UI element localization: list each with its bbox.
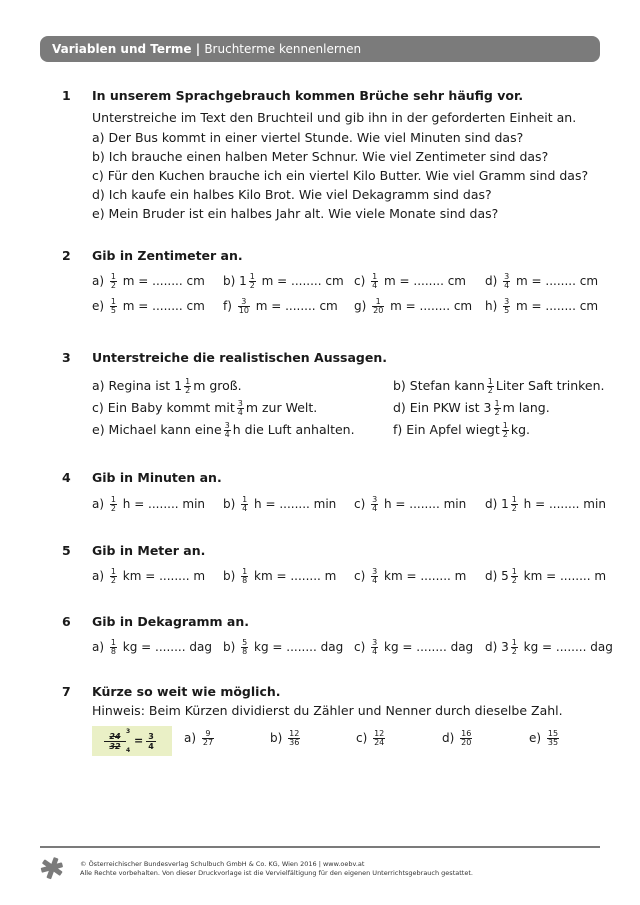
fraction-denominator: 2 bbox=[110, 504, 116, 513]
item-letter: a) bbox=[184, 731, 200, 745]
page-header bbox=[40, 36, 600, 62]
fraction-numerator: 1 bbox=[494, 399, 500, 408]
conversion-blank: km = ........ m bbox=[519, 569, 607, 583]
statement-prefix: d) Ein PKW ist 3 bbox=[393, 400, 492, 415]
example-box bbox=[92, 726, 172, 756]
fraction-numerator: 1 bbox=[110, 638, 116, 647]
fraction bbox=[494, 400, 501, 417]
statement-item bbox=[92, 378, 242, 395]
conversion-item bbox=[92, 273, 205, 290]
conversion-blank: h = ........ min bbox=[380, 497, 467, 511]
fraction-numerator: 15 bbox=[547, 729, 559, 738]
item-letter: c) bbox=[354, 569, 370, 583]
footer-rights: Alle Rechte vorbehalten. Von dieser Druckvorlage ist die Vervielfältigung für den eigenen Unterrichtsgebrauch gestattet. bbox=[80, 869, 473, 877]
task-3-title: Unterstreiche die realistischen Aussagen. bbox=[92, 350, 387, 365]
task-1-item-d: d) Ich kaufe ein halbes Kilo Brot. Wie viel Dekagramm sind das? bbox=[92, 187, 492, 202]
conversion-item bbox=[485, 273, 598, 290]
fraction bbox=[110, 298, 117, 315]
fraction bbox=[224, 422, 231, 439]
fraction-numerator: 1 bbox=[242, 567, 248, 576]
reduce-item bbox=[270, 730, 302, 747]
conversion-blank: kg = ........ dag bbox=[519, 640, 613, 654]
task-5-title: Gib in Meter an. bbox=[92, 543, 206, 558]
conversion-item bbox=[354, 298, 472, 315]
footer-copyright: © Österreichischer Bundesverlag Schulbuch GmbH & Co. KG, Wien 2016 | www.oebv.at bbox=[80, 860, 365, 868]
reduce-item bbox=[356, 730, 387, 747]
fraction-numerator: 1 bbox=[511, 495, 517, 504]
fraction bbox=[110, 496, 117, 513]
fraction bbox=[372, 298, 384, 315]
item-letter: a) bbox=[92, 274, 108, 288]
statement-item bbox=[393, 378, 605, 395]
conversion-blank: kg = ........ dag bbox=[380, 640, 474, 654]
statement-item bbox=[393, 400, 550, 417]
fraction bbox=[288, 730, 300, 747]
fraction-numerator: 9 bbox=[205, 729, 211, 738]
statement-item bbox=[393, 422, 530, 439]
item-letter: c) bbox=[354, 640, 370, 654]
item-letter: d) bbox=[485, 497, 502, 511]
fraction-denominator: 2 bbox=[185, 386, 191, 395]
fraction bbox=[371, 496, 378, 513]
conversion-item bbox=[485, 496, 606, 513]
fraction-denominator: 4 bbox=[372, 647, 378, 656]
fraction-numerator: 3 bbox=[372, 495, 378, 504]
fraction bbox=[547, 730, 559, 747]
fraction-numerator: 1 bbox=[487, 377, 493, 386]
conversion-item bbox=[92, 298, 205, 315]
conversion-blank: kg = ........ dag bbox=[250, 640, 344, 654]
conversion-item bbox=[223, 568, 336, 585]
conversion-item bbox=[485, 639, 613, 656]
fraction bbox=[503, 298, 510, 315]
example-result-numerator: 3 bbox=[148, 732, 154, 741]
task-1-number: 1 bbox=[62, 88, 71, 103]
item-letter: c) bbox=[354, 274, 370, 288]
conversion-item bbox=[354, 568, 466, 585]
item-letter: b) bbox=[223, 640, 240, 654]
reduce-item bbox=[442, 730, 474, 747]
item-letter: a) bbox=[92, 640, 108, 654]
fraction-numerator: 1 bbox=[185, 377, 191, 386]
task-4-title: Gib in Minuten an. bbox=[92, 470, 222, 485]
whole-number: 1 bbox=[239, 274, 247, 288]
whole-number: 5 bbox=[501, 569, 509, 583]
item-letter: c) bbox=[354, 497, 370, 511]
conversion-item bbox=[485, 568, 606, 585]
fraction-numerator: 12 bbox=[289, 729, 300, 738]
fraction-denominator: 4 bbox=[224, 430, 230, 439]
conversion-item bbox=[92, 568, 205, 585]
example-cancel-top: 3 bbox=[126, 728, 131, 735]
item-letter: e) bbox=[92, 299, 108, 313]
header-separator: | bbox=[191, 42, 205, 56]
statement-suffix: kg. bbox=[510, 422, 531, 437]
fraction bbox=[202, 730, 214, 747]
conversion-item bbox=[354, 496, 466, 513]
fraction-denominator: 2 bbox=[487, 386, 493, 395]
conversion-item bbox=[223, 273, 344, 290]
whole-number: 1 bbox=[501, 497, 509, 511]
task-2-title: Gib in Zentimeter an. bbox=[92, 248, 243, 263]
fraction bbox=[371, 639, 378, 656]
fraction bbox=[502, 422, 509, 439]
fraction-numerator: 3 bbox=[504, 297, 510, 306]
fraction-numerator: 5 bbox=[242, 638, 248, 647]
fraction-numerator: 1 bbox=[110, 495, 116, 504]
fraction bbox=[110, 273, 117, 290]
fraction-denominator: 8 bbox=[110, 647, 116, 656]
fraction-denominator: 4 bbox=[504, 281, 510, 290]
fraction-numerator: 1 bbox=[249, 272, 255, 281]
task-1-item-e: e) Mein Bruder ist ein halbes Jahr alt. Wie viele Monate sind das? bbox=[92, 206, 499, 221]
fraction bbox=[184, 378, 191, 395]
conversion-item bbox=[354, 639, 473, 656]
fraction bbox=[373, 730, 385, 747]
item-letter: d) bbox=[485, 274, 502, 288]
item-letter: b) bbox=[223, 569, 240, 583]
statement-suffix: h die Luft anhalten. bbox=[232, 422, 355, 437]
fraction-denominator: 24 bbox=[374, 738, 385, 747]
fraction bbox=[238, 298, 250, 315]
conversion-blank: km = ........ m bbox=[118, 569, 206, 583]
task-3-number: 3 bbox=[62, 350, 71, 365]
statement-item bbox=[92, 422, 355, 439]
fraction-denominator: 27 bbox=[202, 738, 214, 747]
conversion-blank: kg = ........ dag bbox=[118, 640, 212, 654]
example-cancel-bottom: 4 bbox=[126, 747, 131, 754]
fraction-numerator: 1 bbox=[110, 272, 116, 281]
whole-number: 3 bbox=[501, 640, 509, 654]
task-2-number: 2 bbox=[62, 248, 71, 263]
conversion-blank: m = ........ cm bbox=[118, 274, 205, 288]
item-letter: f) bbox=[223, 299, 236, 313]
task-6-title: Gib in Dekagramm an. bbox=[92, 614, 250, 629]
item-letter: d) bbox=[485, 569, 502, 583]
example-equals: = bbox=[134, 734, 144, 747]
fraction bbox=[511, 496, 518, 513]
task-4-number: 4 bbox=[62, 470, 71, 485]
statement-prefix: c) Ein Baby kommt mit bbox=[92, 400, 235, 415]
item-letter: e) bbox=[529, 731, 545, 745]
fraction-numerator: 1 bbox=[372, 272, 378, 281]
fraction-numerator: 3 bbox=[504, 272, 510, 281]
fraction-numerator: 12 bbox=[374, 729, 385, 738]
conversion-blank: m = ........ cm bbox=[257, 274, 344, 288]
fraction-denominator: 2 bbox=[511, 576, 517, 585]
conversion-item bbox=[223, 496, 336, 513]
fraction bbox=[237, 400, 244, 417]
statement-prefix: f) Ein Apfel wiegt bbox=[393, 422, 500, 437]
fraction-numerator: 1 bbox=[511, 638, 517, 647]
statement-item bbox=[92, 400, 317, 417]
reduce-item bbox=[184, 730, 216, 747]
item-letter: c) bbox=[356, 731, 372, 745]
task-7-hint: Hinweis: Beim Kürzen dividierst du Zähler und Nenner durch dieselbe Zahl. bbox=[92, 703, 563, 718]
item-letter: b) bbox=[223, 274, 240, 288]
conversion-blank: m = ........ cm bbox=[512, 274, 599, 288]
fraction bbox=[241, 568, 248, 585]
fraction-denominator: 4 bbox=[372, 281, 378, 290]
conversion-item bbox=[92, 496, 205, 513]
conversion-item bbox=[223, 639, 343, 656]
fraction-denominator: 4 bbox=[242, 504, 248, 513]
conversion-item bbox=[354, 273, 466, 290]
fraction-numerator: 1 bbox=[511, 567, 517, 576]
task-5-number: 5 bbox=[62, 543, 71, 558]
fraction-denominator: 4 bbox=[372, 576, 378, 585]
fraction-denominator: 20 bbox=[373, 306, 384, 315]
fraction-denominator: 35 bbox=[547, 738, 559, 747]
item-letter: b) bbox=[223, 497, 240, 511]
fraction-denominator: 10 bbox=[238, 306, 249, 315]
conversion-blank: h = ........ min bbox=[118, 497, 206, 511]
fraction-denominator: 20 bbox=[461, 738, 472, 747]
conversion-item bbox=[485, 298, 598, 315]
footer-divider bbox=[40, 846, 600, 848]
item-letter: d) bbox=[442, 731, 459, 745]
fraction bbox=[511, 639, 518, 656]
header-subtitle: Bruchterme kennenlernen bbox=[204, 42, 362, 56]
fraction bbox=[503, 273, 510, 290]
fraction-denominator: 8 bbox=[242, 647, 248, 656]
task-7-number: 7 bbox=[62, 684, 71, 699]
fraction-denominator: 8 bbox=[242, 576, 248, 585]
task-1-item-c: c) Für den Kuchen brauche ich ein viertel Kilo Butter. Wie viel Gramm sind das? bbox=[92, 168, 589, 183]
fraction bbox=[110, 568, 117, 585]
item-letter: h) bbox=[485, 299, 502, 313]
example-denominator: 32 bbox=[104, 741, 126, 751]
fraction bbox=[241, 496, 248, 513]
fraction bbox=[511, 568, 518, 585]
task-6-number: 6 bbox=[62, 614, 71, 629]
fraction-denominator: 2 bbox=[110, 281, 116, 290]
task-1-title: In unserem Sprachgebrauch kommen Brüche sehr häufig vor. bbox=[92, 88, 524, 103]
conversion-item bbox=[223, 298, 338, 315]
fraction-denominator: 2 bbox=[110, 576, 116, 585]
publisher-logo-icon bbox=[40, 856, 64, 880]
fraction-numerator: 1 bbox=[242, 495, 248, 504]
item-letter: d) bbox=[485, 640, 502, 654]
fraction-numerator: 16 bbox=[461, 729, 472, 738]
header-title: Variablen und Terme bbox=[52, 42, 192, 56]
statement-suffix: m groß. bbox=[193, 378, 242, 393]
conversion-blank: m = ........ cm bbox=[512, 299, 599, 313]
item-letter: b) bbox=[270, 731, 287, 745]
fraction bbox=[110, 639, 117, 656]
example-numerator: 24 bbox=[109, 732, 121, 741]
conversion-blank: h = ........ min bbox=[250, 497, 337, 511]
fraction-numerator: 3 bbox=[241, 297, 247, 306]
conversion-blank: km = ........ m bbox=[250, 569, 337, 583]
fraction-denominator: 5 bbox=[504, 306, 510, 315]
item-letter: a) bbox=[92, 497, 108, 511]
fraction-denominator: 4 bbox=[237, 408, 243, 417]
fraction-numerator: 3 bbox=[237, 399, 243, 408]
fraction-numerator: 1 bbox=[110, 297, 116, 306]
fraction bbox=[371, 273, 378, 290]
fraction-denominator: 2 bbox=[494, 408, 500, 417]
statement-prefix: a) Regina ist 1 bbox=[92, 378, 183, 393]
fraction-numerator: 3 bbox=[372, 567, 378, 576]
statement-suffix: m zur Welt. bbox=[245, 400, 318, 415]
fraction-numerator: 3 bbox=[372, 638, 378, 647]
reduce-item bbox=[529, 730, 561, 747]
fraction-denominator: 4 bbox=[372, 504, 378, 513]
fraction bbox=[487, 378, 494, 395]
item-letter: g) bbox=[354, 299, 371, 313]
task-1-item-b: b) Ich brauche einen halben Meter Schnur. Wie viel Zentimeter sind das? bbox=[92, 149, 549, 164]
fraction bbox=[371, 568, 378, 585]
conversion-blank: m = ........ cm bbox=[386, 299, 473, 313]
fraction-denominator: 2 bbox=[502, 430, 508, 439]
fraction-numerator: 1 bbox=[502, 421, 508, 430]
statement-suffix: m lang. bbox=[502, 400, 550, 415]
fraction-numerator: 1 bbox=[375, 297, 381, 306]
statement-suffix: Liter Saft trinken. bbox=[495, 378, 605, 393]
fraction bbox=[460, 730, 472, 747]
fraction bbox=[241, 639, 248, 656]
conversion-blank: m = ........ cm bbox=[380, 274, 466, 288]
fraction-numerator: 3 bbox=[224, 421, 230, 430]
task-7-title: Kürze so weit wie möglich. bbox=[92, 684, 281, 699]
fraction-denominator: 5 bbox=[110, 306, 116, 315]
item-letter: a) bbox=[92, 569, 108, 583]
example-result-denominator: 4 bbox=[146, 741, 156, 751]
conversion-blank: km = ........ m bbox=[380, 569, 467, 583]
statement-prefix: b) Stefan kann bbox=[393, 378, 485, 393]
conversion-blank: h = ........ min bbox=[519, 497, 606, 511]
task-1-item-a: a) Der Bus kommt in einer viertel Stunde. Wie viel Minuten sind das? bbox=[92, 130, 524, 145]
fraction-denominator: 2 bbox=[511, 504, 517, 513]
fraction-denominator: 2 bbox=[249, 281, 255, 290]
conversion-blank: m = ........ cm bbox=[251, 299, 338, 313]
fraction bbox=[249, 273, 256, 290]
conversion-blank: m = ........ cm bbox=[118, 299, 205, 313]
fraction-numerator: 1 bbox=[110, 567, 116, 576]
conversion-item bbox=[92, 639, 212, 656]
fraction-denominator: 2 bbox=[511, 647, 517, 656]
task-1-instruction: Unterstreiche im Text den Bruchteil und gib ihn in der geforderten Einheit an. bbox=[92, 110, 577, 125]
statement-prefix: e) Michael kann eine bbox=[92, 422, 222, 437]
fraction-denominator: 36 bbox=[289, 738, 300, 747]
